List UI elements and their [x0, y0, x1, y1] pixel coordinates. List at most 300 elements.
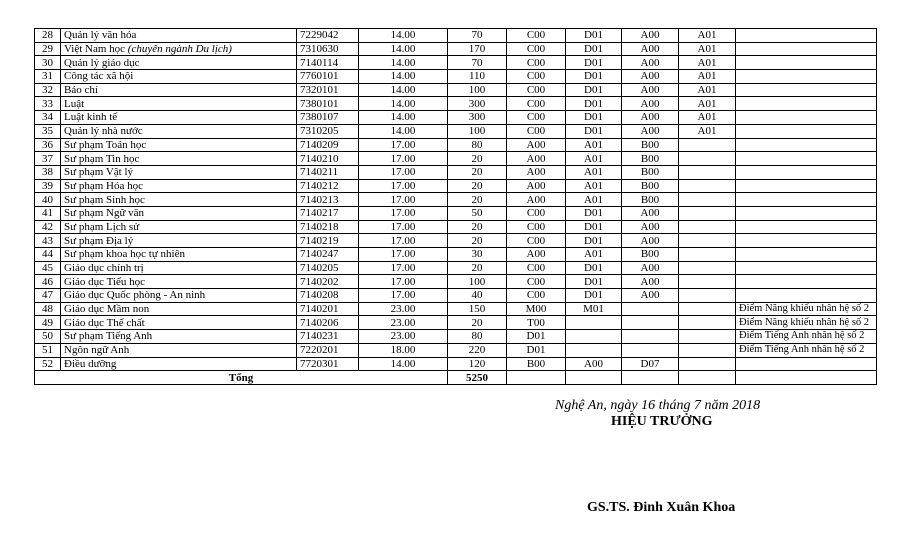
quota: 100 — [448, 83, 507, 97]
quota: 100 — [448, 275, 507, 289]
row-number: 44 — [35, 248, 61, 262]
table-row — [35, 70, 877, 84]
combination-1: A00 — [507, 165, 566, 179]
program-name-note: (chuyên ngành Du lịch) — [127, 43, 232, 56]
min-score: 17.00 — [359, 206, 448, 220]
note — [736, 70, 877, 84]
combination-3: A00 — [622, 234, 679, 248]
quota: 170 — [448, 42, 507, 56]
program-code: 7380101 — [297, 97, 359, 111]
program-name — [61, 289, 297, 303]
row-number: 46 — [35, 275, 61, 289]
note — [736, 111, 877, 125]
program-name — [61, 220, 297, 234]
program-name — [61, 124, 297, 138]
min-score: 23.00 — [359, 316, 448, 330]
table-cell — [736, 371, 877, 385]
program-name — [61, 248, 297, 262]
combination-2 — [566, 343, 622, 357]
program-name — [61, 179, 297, 193]
quota: 20 — [448, 165, 507, 179]
quota: 20 — [448, 179, 507, 193]
combination-3: A00 — [622, 70, 679, 84]
row-number: 43 — [35, 234, 61, 248]
table-cell — [507, 371, 566, 385]
quota: 70 — [448, 29, 507, 43]
combination-3: A00 — [622, 124, 679, 138]
combination-1: C00 — [507, 42, 566, 56]
note — [736, 289, 877, 303]
combination-2: D01 — [566, 111, 622, 125]
combination-3: A00 — [622, 97, 679, 111]
program-code: 7760101 — [297, 70, 359, 84]
program-name-text: Báo chí — [64, 84, 98, 97]
table-row — [35, 275, 877, 289]
program-name-text: Luật — [64, 97, 85, 110]
program-code: 7320101 — [297, 83, 359, 97]
note — [736, 29, 877, 43]
combination-3: A00 — [622, 220, 679, 234]
combination-3: A00 — [622, 111, 679, 125]
program-name — [61, 165, 297, 179]
note — [736, 248, 877, 262]
table-row — [35, 248, 877, 262]
note — [736, 234, 877, 248]
combination-3: A00 — [622, 206, 679, 220]
row-number: 35 — [35, 124, 61, 138]
combination-3: D07 — [622, 357, 679, 371]
row-number: 49 — [35, 316, 61, 330]
combination-3: B00 — [622, 138, 679, 152]
quota: 30 — [448, 248, 507, 262]
program-code: 7229042 — [297, 29, 359, 43]
combination-3: A00 — [622, 261, 679, 275]
program-name — [61, 97, 297, 111]
program-name-text: Sư phạm Tin học — [64, 152, 140, 165]
program-code: 7140205 — [297, 261, 359, 275]
program-name-text: Quản lý giáo dục — [64, 56, 140, 69]
quota: 20 — [448, 193, 507, 207]
note — [736, 83, 877, 97]
total-quota: 5250 — [448, 371, 507, 385]
row-number: 42 — [35, 220, 61, 234]
program-code: 7310630 — [297, 42, 359, 56]
min-score: 17.00 — [359, 275, 448, 289]
program-code: 7140218 — [297, 220, 359, 234]
program-code: 7140210 — [297, 152, 359, 166]
row-number: 52 — [35, 357, 61, 371]
row-number: 51 — [35, 343, 61, 357]
program-name — [61, 83, 297, 97]
quota: 20 — [448, 261, 507, 275]
program-name-text: Giáo dục Mầm non — [64, 303, 150, 316]
program-name — [61, 343, 297, 357]
combination-1: D01 — [507, 330, 566, 344]
admissions-table — [34, 28, 877, 385]
program-name — [61, 29, 297, 43]
note — [736, 152, 877, 166]
program-code: 7720301 — [297, 357, 359, 371]
min-score: 17.00 — [359, 234, 448, 248]
program-name — [61, 275, 297, 289]
combination-2: A01 — [566, 152, 622, 166]
combination-1: C00 — [507, 289, 566, 303]
program-name-text: Giáo dục Quốc phòng - An ninh — [64, 289, 206, 302]
row-number: 40 — [35, 193, 61, 207]
program-code: 7140217 — [297, 206, 359, 220]
program-name-text: Giáo dục chính trị — [64, 262, 144, 275]
row-number: 34 — [35, 111, 61, 125]
combination-1: C00 — [507, 261, 566, 275]
min-score: 17.00 — [359, 220, 448, 234]
note — [736, 275, 877, 289]
note — [736, 42, 877, 56]
program-name-text: Sư phạm Lịch sử — [64, 220, 140, 233]
combination-4 — [679, 289, 736, 303]
program-name — [61, 138, 297, 152]
program-name-text: Sư phạm Toán học — [64, 138, 147, 151]
min-score: 17.00 — [359, 248, 448, 262]
note — [736, 261, 877, 275]
row-number: 36 — [35, 138, 61, 152]
combination-4: A01 — [679, 97, 736, 111]
total-label: Tổng — [35, 371, 448, 385]
table-row — [35, 289, 877, 303]
program-name-text: Sư phạm Địa lý — [64, 234, 134, 247]
combination-4 — [679, 316, 736, 330]
program-name — [61, 206, 297, 220]
combination-4 — [679, 234, 736, 248]
combination-3: B00 — [622, 179, 679, 193]
table-body — [35, 29, 877, 371]
program-name — [61, 330, 297, 344]
table-row — [35, 193, 877, 207]
row-number: 47 — [35, 289, 61, 303]
program-code: 7140219 — [297, 234, 359, 248]
min-score: 14.00 — [359, 97, 448, 111]
combination-4 — [679, 193, 736, 207]
combination-2: M01 — [566, 302, 622, 316]
combination-3: B00 — [622, 165, 679, 179]
program-code: 7140212 — [297, 179, 359, 193]
program-code: 7380107 — [297, 111, 359, 125]
program-code: 7140209 — [297, 138, 359, 152]
combination-1: C00 — [507, 111, 566, 125]
program-code: 7140247 — [297, 248, 359, 262]
combination-3: B00 — [622, 193, 679, 207]
row-number: 31 — [35, 70, 61, 84]
program-name-text: Công tác xã hội — [64, 70, 134, 83]
program-name — [61, 234, 297, 248]
program-name — [61, 261, 297, 275]
row-number: 29 — [35, 42, 61, 56]
row-number: 41 — [35, 206, 61, 220]
combination-4 — [679, 357, 736, 371]
combination-4 — [679, 179, 736, 193]
min-score: 17.00 — [359, 289, 448, 303]
row-number: 45 — [35, 261, 61, 275]
min-score: 14.00 — [359, 111, 448, 125]
quota: 150 — [448, 302, 507, 316]
table-row — [35, 165, 877, 179]
combination-1: B00 — [507, 357, 566, 371]
min-score: 18.00 — [359, 343, 448, 357]
signature-title: HIỆU TRƯỞNG — [611, 414, 713, 429]
combination-1: C00 — [507, 275, 566, 289]
min-score: 17.00 — [359, 179, 448, 193]
quota: 50 — [448, 206, 507, 220]
table-row — [35, 29, 877, 43]
table-cell — [566, 371, 622, 385]
note: Điểm Năng khiếu nhân hệ số 2 — [736, 316, 877, 330]
program-name-text: Sư phạm Tiếng Anh — [64, 330, 153, 343]
note — [736, 124, 877, 138]
combination-4 — [679, 152, 736, 166]
program-code: 7310205 — [297, 124, 359, 138]
combination-4: A01 — [679, 42, 736, 56]
table-row — [35, 234, 877, 248]
program-name-text: Việt Nam học — [64, 43, 128, 56]
quota: 110 — [448, 70, 507, 84]
combination-2: D01 — [566, 124, 622, 138]
total-row — [35, 371, 877, 385]
table-cell — [622, 371, 679, 385]
table-row — [35, 343, 877, 357]
combination-4 — [679, 302, 736, 316]
signatory-name: GS.TS. Đinh Xuân Khoa — [587, 500, 736, 515]
note — [736, 138, 877, 152]
min-score: 14.00 — [359, 357, 448, 371]
row-number: 28 — [35, 29, 61, 43]
combination-1: A00 — [507, 138, 566, 152]
combination-4: A01 — [679, 29, 736, 43]
program-code: 7140208 — [297, 289, 359, 303]
combination-1: M00 — [507, 302, 566, 316]
row-number: 37 — [35, 152, 61, 166]
combination-2: D01 — [566, 220, 622, 234]
note: Điểm Tiếng Anh nhân hệ số 2 — [736, 343, 877, 357]
table-row — [35, 124, 877, 138]
combination-3: B00 — [622, 248, 679, 262]
combination-3 — [622, 316, 679, 330]
row-number: 50 — [35, 330, 61, 344]
combination-2: D01 — [566, 97, 622, 111]
table-row — [35, 111, 877, 125]
program-code: 7140202 — [297, 275, 359, 289]
combination-2: D01 — [566, 29, 622, 43]
note — [736, 357, 877, 371]
quota: 220 — [448, 343, 507, 357]
combination-1: C00 — [507, 206, 566, 220]
combination-3 — [622, 330, 679, 344]
combination-3: A00 — [622, 42, 679, 56]
combination-1: C00 — [507, 220, 566, 234]
program-name — [61, 111, 297, 125]
note — [736, 206, 877, 220]
combination-4 — [679, 275, 736, 289]
combination-2: D01 — [566, 261, 622, 275]
combination-2: D01 — [566, 83, 622, 97]
program-name-text: Giáo dục Tiểu học — [64, 275, 145, 288]
combination-4 — [679, 248, 736, 262]
combination-2: D01 — [566, 56, 622, 70]
table-row — [35, 97, 877, 111]
table-row — [35, 138, 877, 152]
program-name-text: Ngôn ngữ Anh — [64, 344, 130, 357]
min-score: 14.00 — [359, 29, 448, 43]
table-row — [35, 83, 877, 97]
row-number: 33 — [35, 97, 61, 111]
combination-1: C00 — [507, 83, 566, 97]
table-row — [35, 330, 877, 344]
row-number: 32 — [35, 83, 61, 97]
combination-1: C00 — [507, 70, 566, 84]
quota: 20 — [448, 316, 507, 330]
combination-2 — [566, 330, 622, 344]
combination-1: T00 — [507, 316, 566, 330]
combination-1: A00 — [507, 193, 566, 207]
table-row — [35, 357, 877, 371]
table-row — [35, 152, 877, 166]
table-row — [35, 42, 877, 56]
combination-4: A01 — [679, 70, 736, 84]
quota: 20 — [448, 234, 507, 248]
program-name-text: Sư phạm Vật lý — [64, 166, 134, 179]
quota: 300 — [448, 111, 507, 125]
row-number: 39 — [35, 179, 61, 193]
note: Điểm Năng khiếu nhân hệ số 2 — [736, 302, 877, 316]
program-code: 7220201 — [297, 343, 359, 357]
quota: 100 — [448, 124, 507, 138]
combination-2: D01 — [566, 42, 622, 56]
program-name-text: Luật kinh tế — [64, 111, 118, 124]
note — [736, 220, 877, 234]
table-row — [35, 179, 877, 193]
min-score: 17.00 — [359, 138, 448, 152]
min-score: 14.00 — [359, 70, 448, 84]
quota: 20 — [448, 220, 507, 234]
min-score: 17.00 — [359, 261, 448, 275]
min-score: 17.00 — [359, 152, 448, 166]
combination-4 — [679, 165, 736, 179]
combination-2: A01 — [566, 248, 622, 262]
quota: 20 — [448, 152, 507, 166]
program-name-text: Sư phạm Hóa học — [64, 179, 143, 192]
quota: 40 — [448, 289, 507, 303]
program-code: 7140213 — [297, 193, 359, 207]
note: Điểm Tiếng Anh nhân hệ số 2 — [736, 330, 877, 344]
combination-4 — [679, 343, 736, 357]
program-code: 7140231 — [297, 330, 359, 344]
combination-2: D01 — [566, 275, 622, 289]
combination-1: C00 — [507, 234, 566, 248]
combination-2: A01 — [566, 138, 622, 152]
program-code: 7140114 — [297, 56, 359, 70]
combination-4 — [679, 138, 736, 152]
combination-4: A01 — [679, 111, 736, 125]
combination-2: D01 — [566, 206, 622, 220]
program-code: 7140211 — [297, 165, 359, 179]
quota: 80 — [448, 330, 507, 344]
table-row — [35, 206, 877, 220]
min-score: 17.00 — [359, 193, 448, 207]
min-score: 23.00 — [359, 330, 448, 344]
table-row — [35, 316, 877, 330]
combination-1: D01 — [507, 343, 566, 357]
combination-2: D01 — [566, 70, 622, 84]
min-score: 14.00 — [359, 42, 448, 56]
program-code: 7140206 — [297, 316, 359, 330]
combination-3: B00 — [622, 152, 679, 166]
combination-4 — [679, 206, 736, 220]
table-row — [35, 56, 877, 70]
note — [736, 193, 877, 207]
table-cell — [679, 371, 736, 385]
place-date: Nghệ An, ngày 16 tháng 7 năm 2018 — [555, 398, 761, 413]
program-name — [61, 152, 297, 166]
min-score: 14.00 — [359, 124, 448, 138]
table-row — [35, 302, 877, 316]
program-code: 7140201 — [297, 302, 359, 316]
program-name-text: Sư phạm Sinh học — [64, 193, 145, 206]
table-row — [35, 261, 877, 275]
combination-4 — [679, 330, 736, 344]
quota: 120 — [448, 357, 507, 371]
min-score: 17.00 — [359, 165, 448, 179]
combination-1: A00 — [507, 248, 566, 262]
combination-2: D01 — [566, 289, 622, 303]
table-row — [35, 220, 877, 234]
row-number: 30 — [35, 56, 61, 70]
combination-4 — [679, 261, 736, 275]
combination-1: A00 — [507, 152, 566, 166]
program-name-text: Sư phạm Ngữ văn — [64, 207, 145, 220]
combination-3: A00 — [622, 56, 679, 70]
combination-2: D01 — [566, 234, 622, 248]
min-score: 14.00 — [359, 83, 448, 97]
combination-4: A01 — [679, 56, 736, 70]
note — [736, 97, 877, 111]
note — [736, 56, 877, 70]
combination-3: A00 — [622, 275, 679, 289]
quota: 80 — [448, 138, 507, 152]
combination-2 — [566, 316, 622, 330]
combination-3: A00 — [622, 29, 679, 43]
program-name-text: Quản lý nhà nước — [64, 125, 143, 138]
combination-3 — [622, 302, 679, 316]
quota: 300 — [448, 97, 507, 111]
min-score: 14.00 — [359, 56, 448, 70]
program-name — [61, 42, 297, 56]
combination-2: A00 — [566, 357, 622, 371]
combination-4 — [679, 220, 736, 234]
program-name-text: Điều dưỡng — [64, 357, 117, 370]
combination-4: A01 — [679, 83, 736, 97]
program-name-text: Sư phạm khoa học tự nhiên — [64, 248, 185, 261]
combination-1: C00 — [507, 97, 566, 111]
program-name-text: Quản lý văn hóa — [64, 29, 137, 42]
note — [736, 165, 877, 179]
combination-1: C00 — [507, 124, 566, 138]
combination-1: C00 — [507, 29, 566, 43]
program-name — [61, 357, 297, 371]
row-number: 48 — [35, 302, 61, 316]
program-name — [61, 316, 297, 330]
program-name — [61, 302, 297, 316]
combination-1: C00 — [507, 56, 566, 70]
quota: 70 — [448, 56, 507, 70]
combination-1: A00 — [507, 179, 566, 193]
